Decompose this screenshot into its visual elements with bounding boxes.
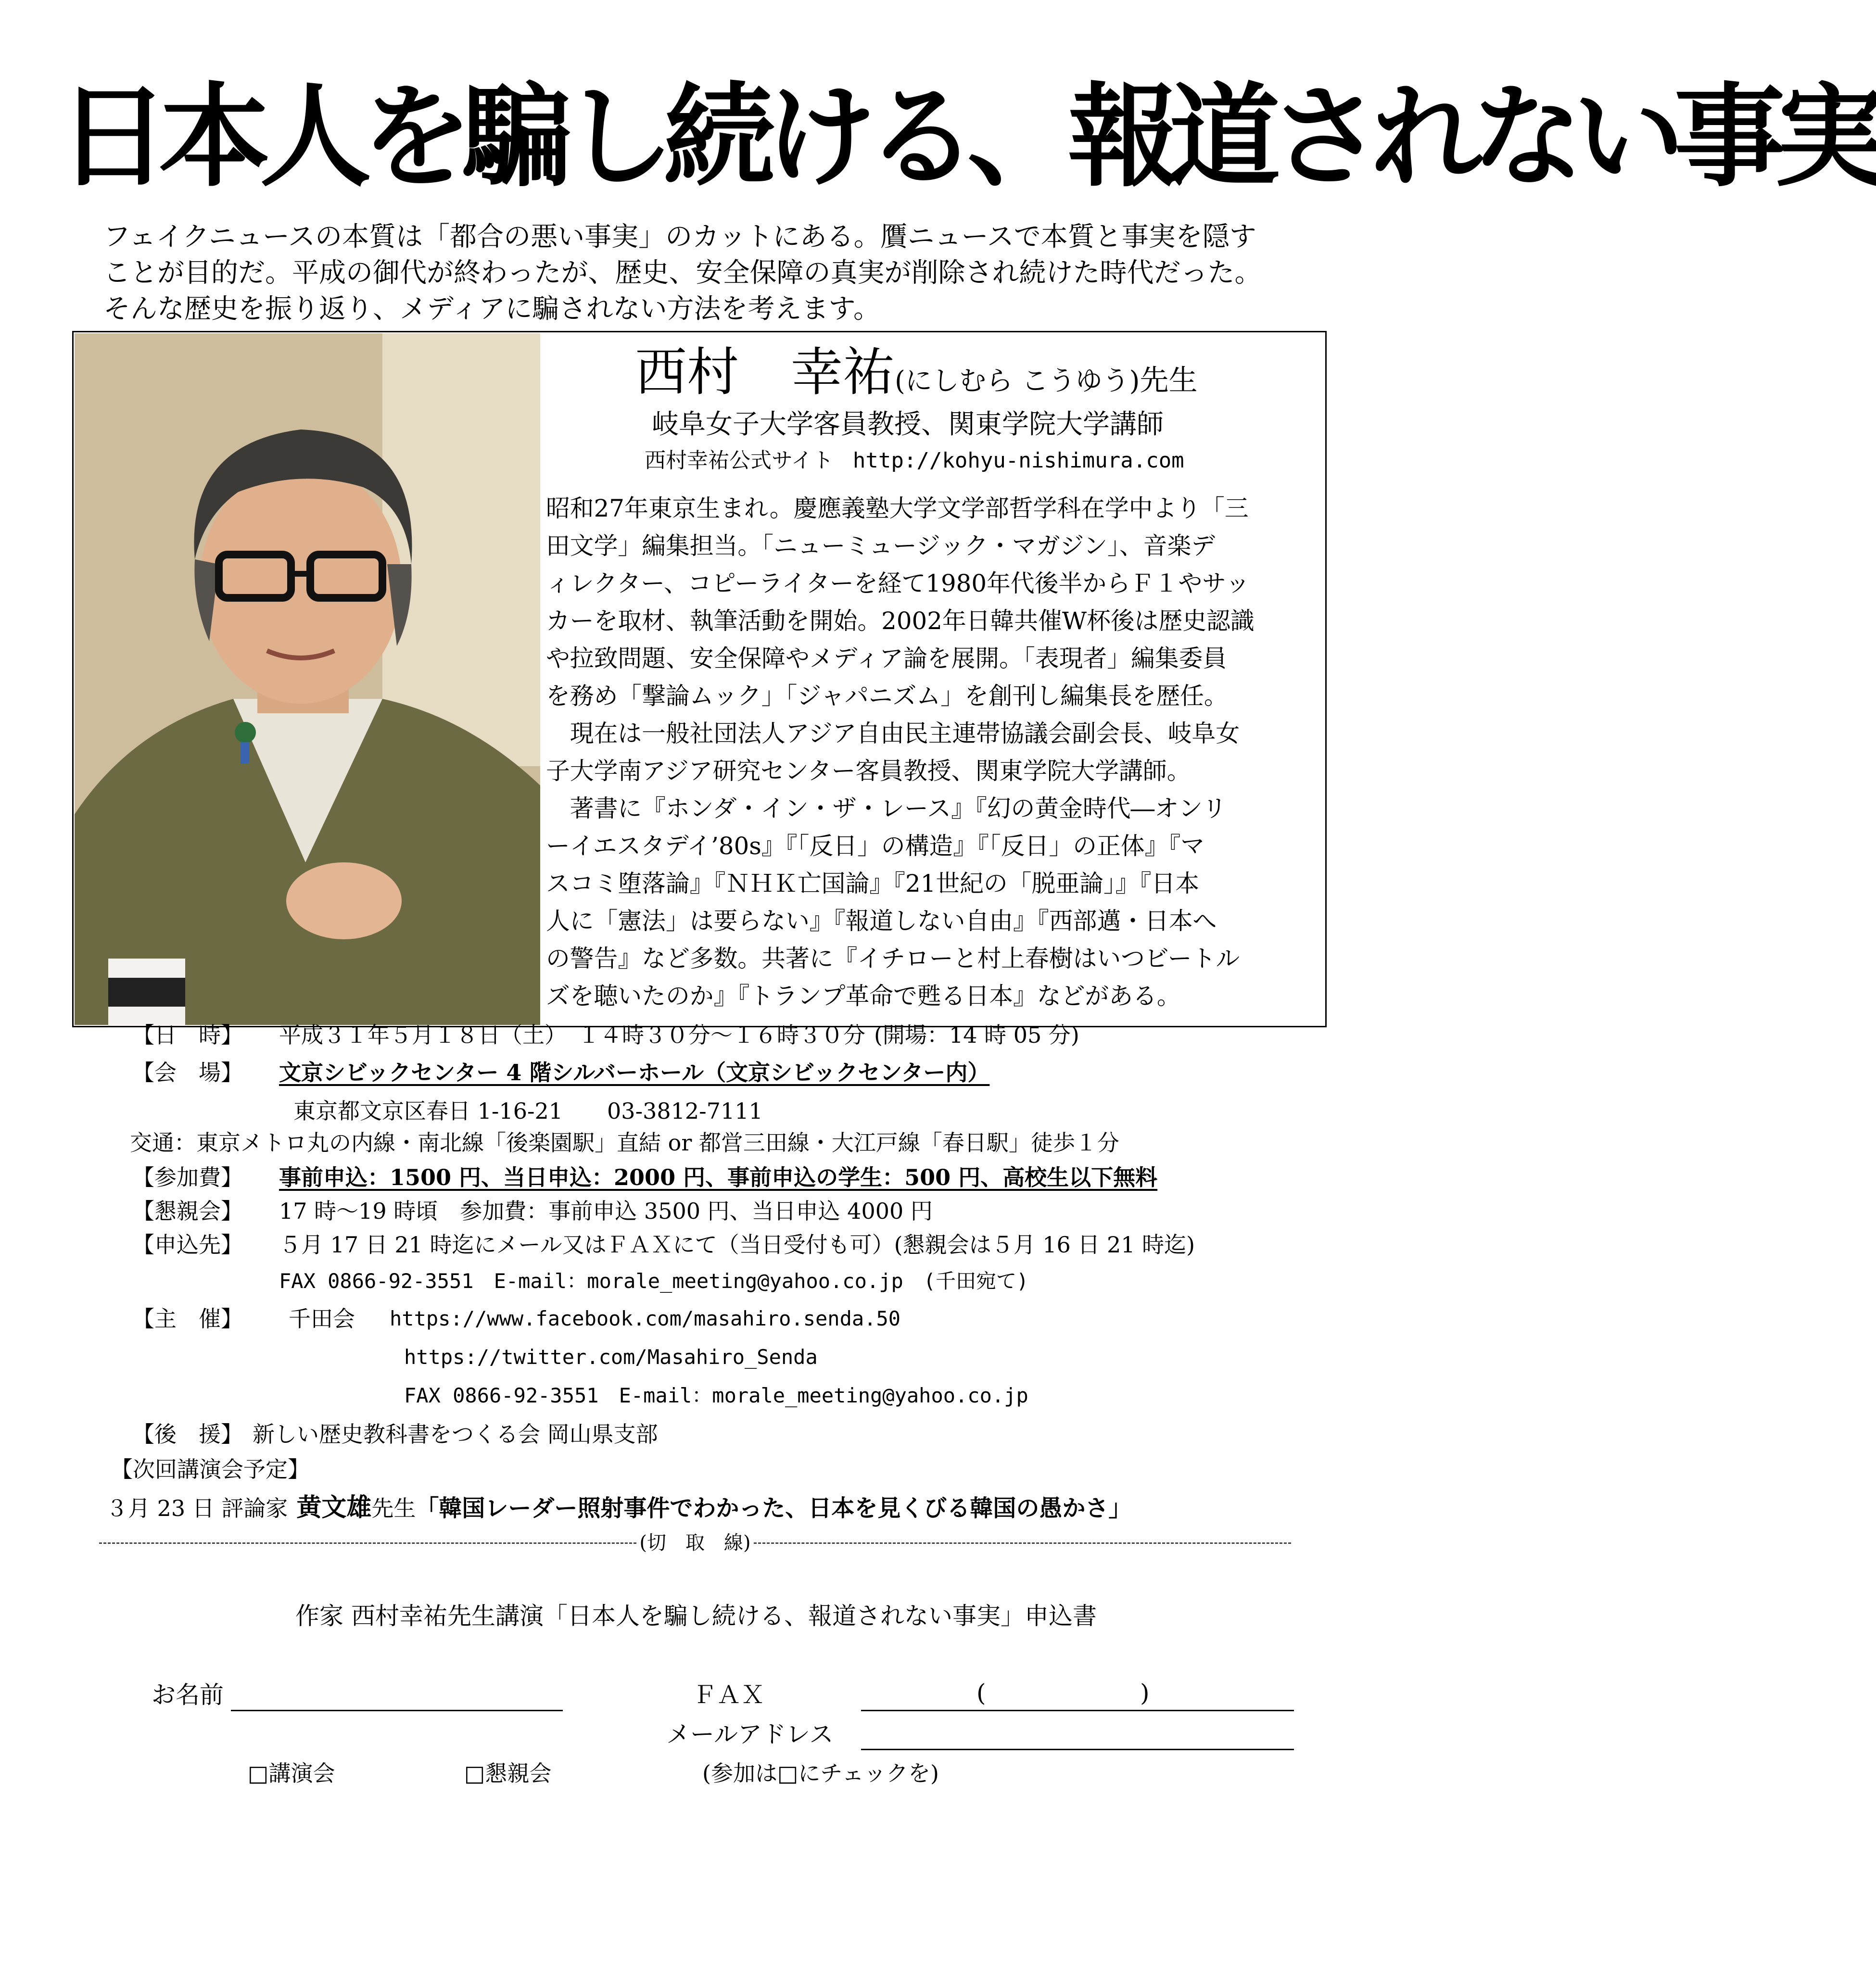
next-event (106, 1493, 1131, 1523)
speaker-site (645, 446, 1184, 475)
host-label: 【主 催】 (132, 1306, 243, 1332)
support-value: 新しい歴史教科書をつくる会 岡山県支部 (253, 1421, 658, 1447)
host-name: 千田会 (289, 1306, 355, 1332)
email-field[interactable] (861, 1749, 1294, 1750)
bio-line: ーイエスタデイ’80s』『「反日」の構造』『「反日」の正体』『マ (546, 832, 1205, 860)
speaker-photo (75, 333, 540, 1025)
bio-line: 人に「憲法」は要らない』『報道しない自由』『西部邁・日本へ (546, 907, 1217, 935)
date-label: 【日 時】 (132, 1022, 243, 1048)
bio-line: ズを聴いたのか』『トランプ革命で甦る日本』などがある。 (546, 982, 1181, 1010)
intro-line-3: そんな歴史を振り返り、メディアに騙されない方法を考えます。 (103, 293, 881, 325)
next-event-speaker: 黄文雄 (296, 1493, 372, 1522)
bio-line: 子大学南アジア研究センター客員教授、関東学院大学講師。 (546, 757, 1191, 785)
next-event-title: 「韓国レーダー照射事件でわかった、日本を見くびる韓国の愚かさ」 (416, 1495, 1132, 1522)
party-label: 【懇親会】 (132, 1198, 243, 1224)
bio-line: の警告』など多数。共著に『イチローと村上春樹はいつビートル (546, 945, 1240, 972)
bio-line: 著書に『ホンダ・イン・ザ・レース』『幻の黄金時代―オンリ (546, 795, 1227, 822)
fee-value: 事前申込：1500 円、当日申込：2000 円、事前申込の学生：500 円、高校生以下無料 (279, 1164, 1158, 1190)
cut-line (96, 1529, 1294, 1556)
next-event-date: ３月 23 日 評論家 (106, 1495, 288, 1521)
bio-line: や拉致問題、安全保障やメディア論を展開。「表現者」編集委員 (546, 644, 1227, 672)
speaker-name (635, 341, 1198, 413)
speaker-reading: (にしむら こうゆう) (895, 366, 1140, 397)
fax-paren-close: ) (1140, 1679, 1150, 1707)
venue-label: 【会 場】 (132, 1060, 243, 1086)
bio-line: 現在は一般社団法人アジア自由民主連帯協議会副会長、岐阜女 (546, 720, 1240, 747)
speaker-affiliation: 岐阜女子大学客員教授、関東学院大学講師 (652, 409, 1164, 440)
support-label: 【後 援】 (132, 1421, 243, 1447)
apply-label: 【申込先】 (132, 1232, 243, 1258)
bio-line: スコミ堕落論』『ＮＨＫ亡国論』『21世紀の「脱亜論」』『日本 (546, 870, 1200, 897)
speaker-portrait-illustration (75, 333, 540, 1025)
host-twitter-link[interactable]: https://twitter.com/Masahiro_Senda (404, 1345, 818, 1369)
bio-line: 田文学」編集担当。「ニューミュージック・マガジン」、音楽デ (546, 532, 1216, 560)
site-label: 西村幸祐公式サイト (645, 448, 834, 473)
cut-dash-right (754, 1542, 1291, 1544)
bio-line: を務め「撃論ムック」「ジャパニズム」を創刊し編集長を歴任。 (546, 682, 1228, 710)
cut-dash-left (99, 1542, 636, 1544)
speaker-name-text: 西村 幸祐 (635, 342, 895, 403)
next-event-label: 【次回講演会予定】 (111, 1456, 310, 1482)
apply-contact: FAX 0866-92-3551 E-mail：morale_meeting@yahoo.co.jp (千田宛て) (279, 1269, 1029, 1293)
bio-line: カーを取材、執筆活動を開始。2002年日韓共催W杯後は歴史認識 (546, 607, 1255, 635)
date-text: 平成３１年５月１８日（土） １４時３０分～１６時３０分 (279, 1022, 865, 1048)
lecture-checkbox[interactable]: □講演会 (248, 1760, 335, 1786)
party-checkbox[interactable]: □懇親会 (464, 1760, 552, 1786)
venue-access: 交通：東京メトロ丸の内線・南北線「後楽園駅」直結 or 都営三田線・大江戸線「春日駅」徒歩１分 (130, 1130, 1119, 1156)
cut-line-label: (切 取 線) (639, 1532, 751, 1554)
venue-value: 文京シビックセンター 4 階シルバーホール（文京シビックセンター内） (279, 1060, 990, 1086)
intro-line-1: フェイクニュースの本質は「都合の悪い事実」のカットにある。贋ニュースで本質と事実を隠す (103, 221, 1256, 253)
fax-paren-open: ( (976, 1679, 986, 1707)
bio-line: ィレクター、コピーライターを経て1980年代後半からＦ１やサッ (546, 569, 1250, 597)
site-url[interactable]: http://kohyu-nishimura.com (852, 448, 1184, 473)
name-label: お名前 (152, 1681, 224, 1709)
speaker-honorific: 先生 (1140, 364, 1198, 397)
name-field[interactable] (231, 1710, 563, 1711)
form-title: 作家 西村幸祐先生講演「日本人を騙し続ける、報道されない事実」申込書 (295, 1602, 1097, 1630)
host-facebook-link[interactable]: https://www.facebook.com/masahiro.senda.50 (390, 1307, 901, 1330)
fee-label: 【参加費】 (132, 1164, 243, 1190)
date-value (279, 1021, 1079, 1049)
checkbox-note: (参加は□にチェックを) (702, 1760, 939, 1786)
bio-line: 昭和27年東京生まれ。慶應義塾大学文学部哲学科在学中より「三 (546, 494, 1249, 522)
email-label: メールアドレス (666, 1720, 834, 1748)
intro-line-2: ことが目的だ。平成の御代が終わったが、歴史、安全保障の真実が削除され続けた時代だった。 (103, 257, 1262, 289)
party-value: 17 時～19 時頃 参加費：事前申込 3500 円、当日申込 4000 円 (279, 1198, 933, 1224)
fax-field[interactable] (861, 1710, 1294, 1711)
fax-label: ＦＡＸ (693, 1681, 765, 1709)
page-title: 日本人を騙し続ける、報道されない事実 (58, 72, 1876, 202)
apply-value: ５月 17 日 21 時迄にメール又はＦＡＸにて（当日受付も可）(懇親会は５月 16 日 21 時迄) (279, 1232, 1195, 1258)
next-event-honorific: 先生 (371, 1495, 416, 1521)
doors-time: (開場：14 時 05 分) (874, 1022, 1079, 1048)
venue-address: 東京都文京区春日 1-16-21 03-3812-7111 (293, 1098, 763, 1124)
host-contact: FAX 0866-92-3551 E-mail：morale_meeting@yahoo.co.jp (404, 1384, 1028, 1407)
